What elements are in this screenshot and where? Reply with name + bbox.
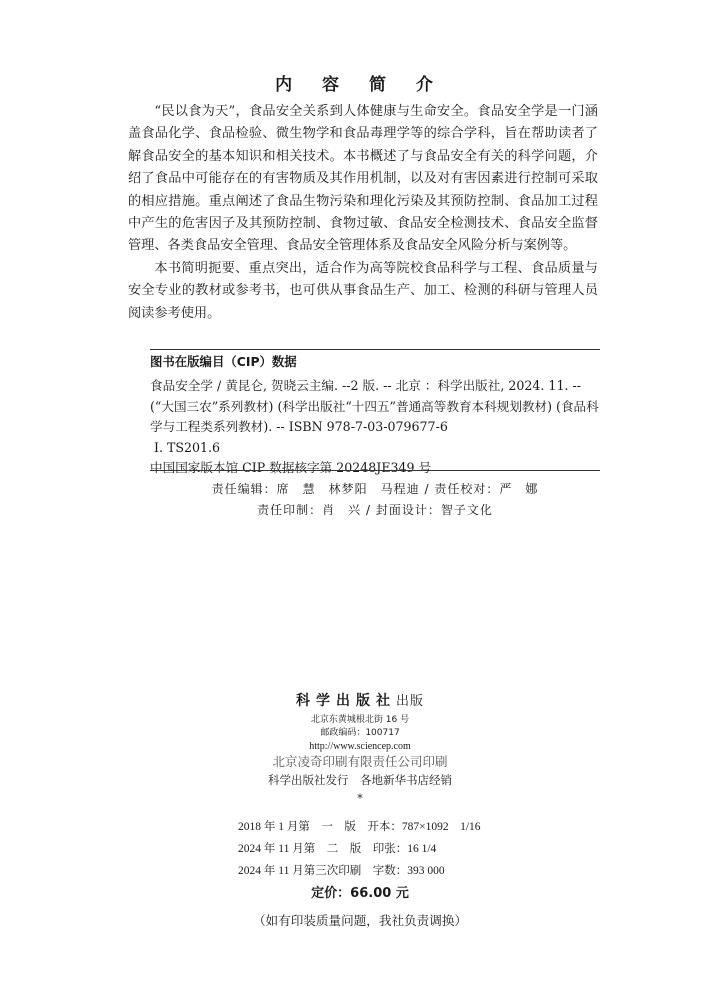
- separator-star: *: [357, 792, 363, 805]
- quality-notice: （如有印装质量问题，我社负责调换）: [252, 913, 468, 928]
- distribution-line: 科学出版社发行 各地新华书店经销: [268, 773, 452, 787]
- cip-bottom-rule: [150, 470, 600, 471]
- publisher-website: http://www.sciencep.com: [309, 741, 411, 752]
- editor-credits: 责任编辑：席 慧 林梦阳 马程迪 / 责任校对：严 娜: [211, 482, 539, 496]
- cip-block: [150, 352, 600, 478]
- production-credits: 责任印制：肖 兴 / 封面设计：智子文化: [257, 503, 493, 517]
- publisher-block: [0, 690, 720, 753]
- cip-entry: 食品安全学 / 黄昆仑, 贺晓云主编. --2 版. -- 北京 ：科学出版社, 2024. 11. --(“大国三农”系列教材) (科学出版社“十四五”普通高等教育本科规划教材) (食品科学与工程类系列教材). -- ISBN 978-7-03-079677-6: [150, 378, 599, 435]
- cip-heading: 图书在版编目（CIP）数据: [150, 354, 297, 369]
- publisher-postcode: 邮政编码：100717: [320, 728, 400, 738]
- intro-paragraph: 本书简明扼要、重点突出，适合作为高等院校食品科学与工程、食品质量与安全专业的教材或参考书，也可供从事食品生产、加工、检测的科研与管理人员阅读参考使用。: [128, 260, 598, 321]
- cip-classification: Ⅰ. TS201.6: [154, 439, 221, 455]
- cip-number: 中国国家版本馆 CIP 数据核字第 20248JE349 号: [150, 460, 432, 476]
- edition-line-1: 2018 年 1 月第 一 版 开本：787×1092 1/16: [238, 821, 481, 833]
- intro-paragraph: “民以食为天”，食品安全关系到人体健康与生命安全。食品安全学是一门涵盖食品化学、食品检验、微生物学和食品毒理学等的综合学科，旨在帮助读者了解食品安全的基本知识和相关技术。本书概述了与食品安全有关的科学问题，介绍了食品中可能存在的有害物质及其作用机制，以及对有害因素进行控制可采取的相应措施。重点阐述了食品生物污染和理化污染及其预防控制、食品加工过程中产生的危害因子及其预防控制、食物过敏、食品安全检测技术、食品安全监督管理、各类食品安全管理、食品安全管理体系及食品安全风险分析与案例等。: [128, 104, 598, 254]
- publisher-suffix: 出版: [395, 694, 424, 709]
- publisher-name: [0, 690, 720, 710]
- publisher-logo-text: 科学出版社: [295, 693, 396, 709]
- publisher-address: 北京东黄城根北街 16 号: [310, 715, 410, 725]
- edition-line-2: 2024 年 11 月第 二 版 印张：16 1/4: [238, 843, 437, 855]
- intro-section: [128, 101, 598, 325]
- price: 定价：66.00 元: [311, 886, 409, 901]
- edition-line-3: 2024 年 11 月第三次印刷 字数：393 000: [238, 865, 445, 877]
- page-title: 内 容 简 介: [275, 75, 445, 95]
- printer-line: 北京凌奇印刷有限责任公司印刷: [272, 754, 448, 769]
- cip-top-rule: [150, 349, 600, 350]
